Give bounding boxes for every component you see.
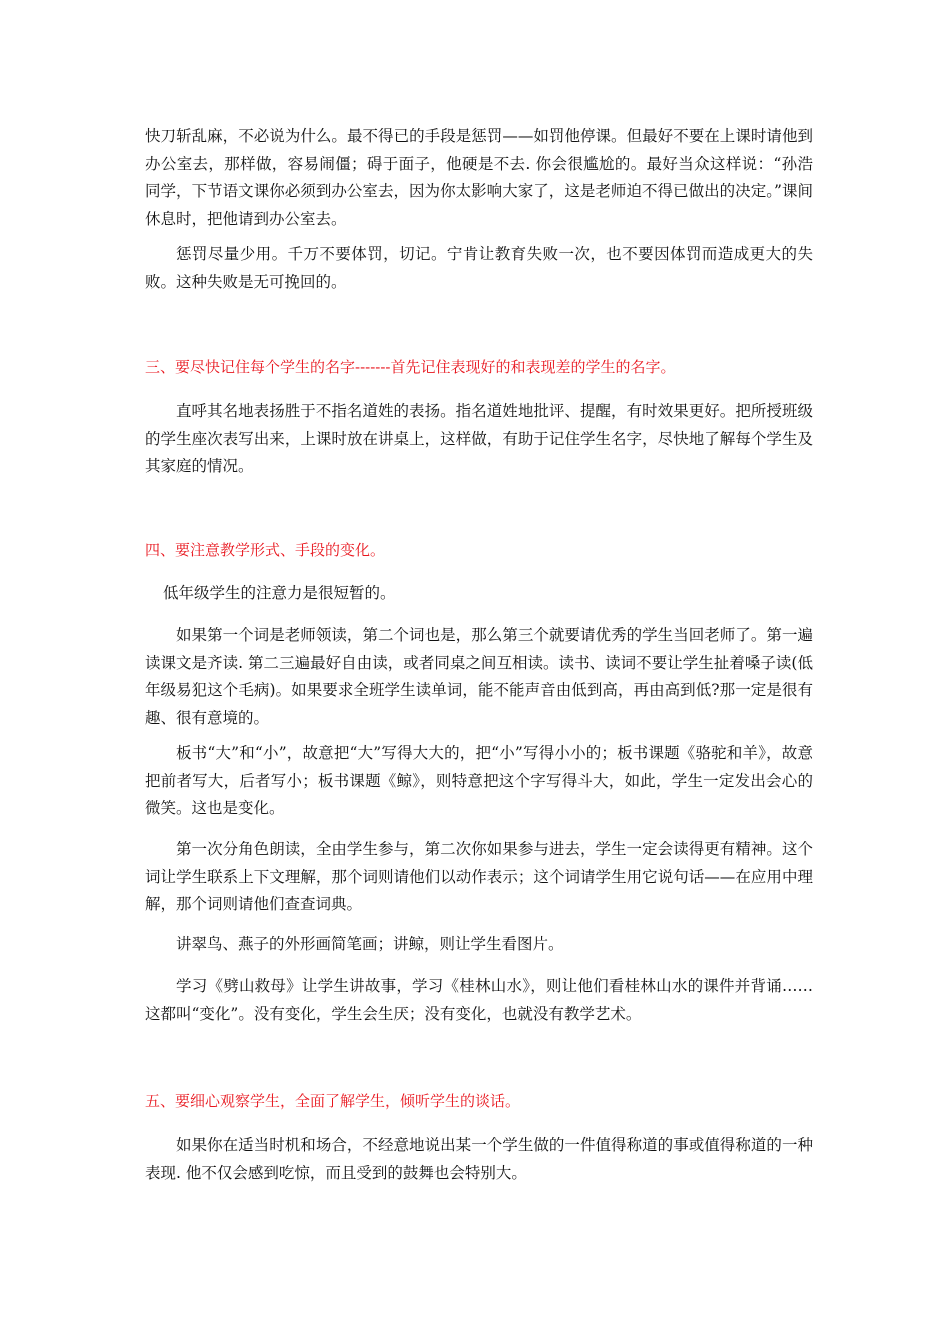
paragraph-punishment: 快刀斩乱麻，不必说为什么。最不得已的手段是惩罚——如罚他停课。但最好不要在上课时请他到办公室去，那样做，容易闹僵；碍于面子，他硬是不去. 你会很尴尬的。最好当众这样说：“孙浩同学，下节语文课你必须到办公室去，因为你太影响大家了，这是老师迫不得已做出的决定。”课间休息时，把他请到办公室去。	[145, 127, 813, 228]
heading-section-five: 五、要细心观察学生，全面了解学生，倾听学生的谈话。	[145, 1092, 521, 1110]
heading-section-four: 四、要注意教学形式、手段的变化。	[145, 541, 386, 559]
heading-section-three: 三、要尽快记住每个学生的名字-------首先记住表现好的和表现差的学生的名字。	[145, 358, 676, 376]
paragraph-reading-variation: 如果第一个词是老师领读，第二个词也是，那么第三个就要请优秀的学生当回老师了。第一遍读课文是齐读. 第二三遍最好自由读，或者同桌之间互相读。读书、读词不要让学生扯着嗓子读(低年级易犯这个毛病)。如果要求全班学生读单词，能不能声音由低到高，再由高到低?那一定是很有趣、很有意境的。	[145, 626, 813, 727]
paragraph-remember-names: 直呼其名地表扬胜于不指名道姓的表扬。指名道姓地批评、提醒，有时效果更好。把所授班级的学生座次表写出来，上课时放在讲桌上，这样做，有助于记住学生名字，尽快地了解每个学生及其家庭的情况。	[145, 402, 813, 475]
paragraph-observe-students: 如果你在适当时机和场合，不经意地说出某一个学生做的一件值得称道的事或值得称道的一种表现. 他不仅会感到吃惊，而且受到的鼓舞也会特别大。	[145, 1136, 813, 1182]
paragraph-role-reading: 第一次分角色朗读，全由学生参与，第二次你如果参与进去，学生一定会读得更有精神。这个词让学生联系上下文理解，那个词则请他们以动作表示；这个词请学生用它说句话——在应用中理解，那个词则请他们查查词典。	[145, 840, 813, 913]
paragraph-drawing: 讲翠鸟、燕子的外形画简笔画；讲鲸，则让学生看图片。	[176, 935, 564, 953]
paragraph-attention-span: 低年级学生的注意力是很短暂的。	[163, 584, 396, 602]
paragraph-avoid-corporal-punishment: 惩罚尽量少用。千万不要体罚，切记。宁肯让教育失败一次，也不要因体罚而造成更大的失败。这种失败是无可挽回的。	[145, 245, 813, 291]
paragraph-blackboard-variation: 板书“大”和“小”，故意把“大”写得大大的，把“小”写得小小的；板书课题《骆驼和羊》，故意把前者写大，后者写小；板书课题《鲸》，则特意把这个字写得斗大，如此，学生一定发出会心的微笑。这也是变化。	[145, 744, 813, 817]
paragraph-stories-and-courseware: 学习《劈山救母》让学生讲故事，学习《桂林山水》，则让他们看桂林山水的课件并背诵……这都叫“变化”。没有变化，学生会生厌；没有变化，也就没有教学艺术。	[145, 977, 813, 1023]
